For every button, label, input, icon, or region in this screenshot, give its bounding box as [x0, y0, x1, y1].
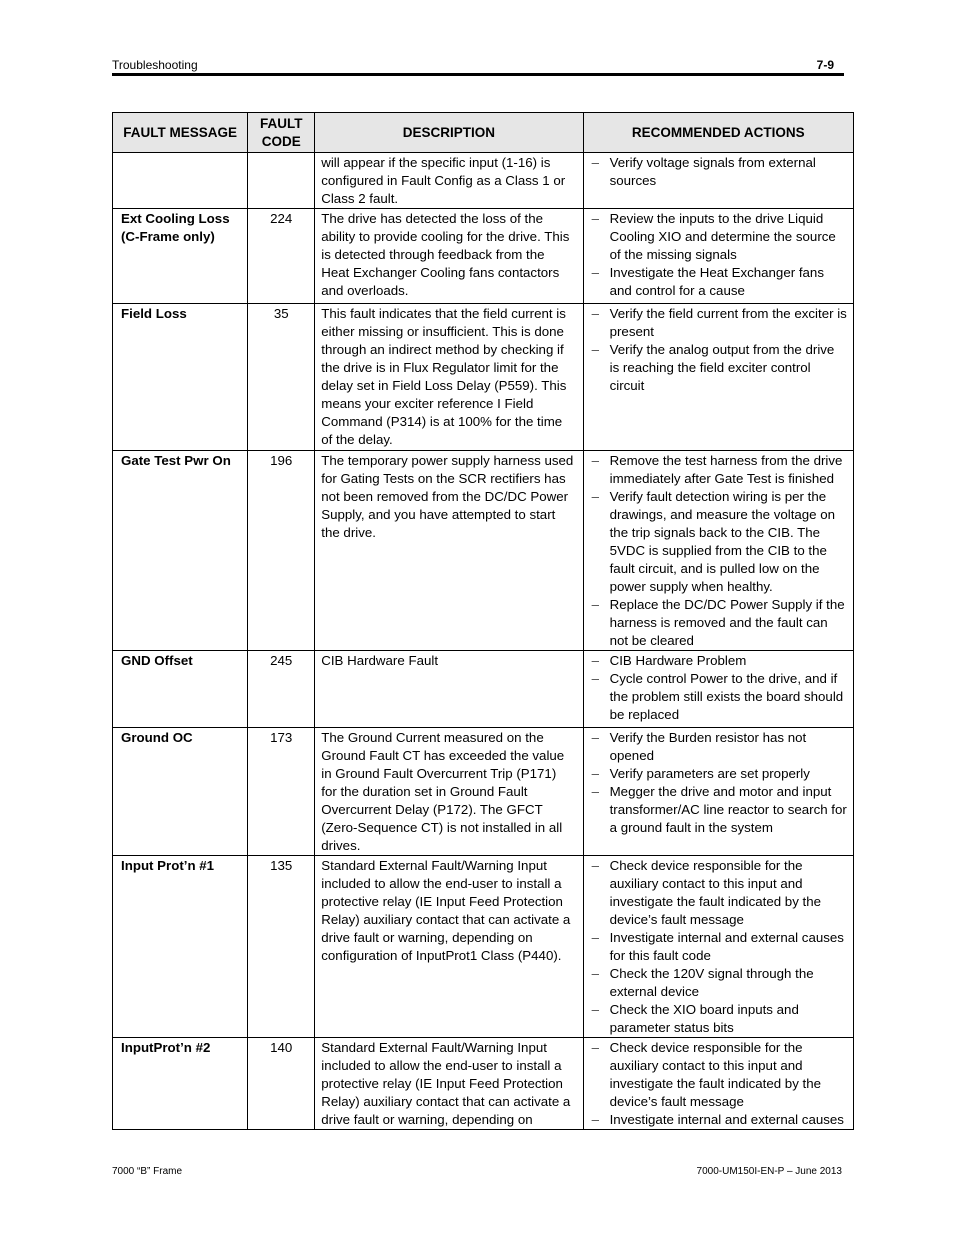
action-text: Verify parameters are set properly — [609, 766, 810, 781]
action-text: Megger the drive and motor and input transformer/AC line reactor to search for a ground fault in the system — [609, 784, 847, 835]
action-item — [590, 488, 847, 596]
fault-code-cell — [248, 153, 315, 209]
action-text: Investigate the Heat Exchanger fans and control for a cause — [609, 265, 824, 298]
action-text: Remove the test harness from the drive immediately after Gate Test is finished — [609, 453, 843, 486]
action-item — [590, 965, 847, 1001]
fault-message-cell: Input Prot’n #1 — [113, 856, 248, 1038]
recommended-actions-cell — [583, 651, 853, 728]
action-item — [590, 652, 847, 670]
table-row — [113, 856, 854, 1038]
dash-bullet-icon: – — [591, 671, 600, 686]
table-row — [113, 153, 854, 209]
fault-message-cell: Ground OC — [113, 728, 248, 856]
fault-code-cell: 245 — [248, 651, 315, 728]
action-item — [590, 154, 847, 190]
dash-bullet-icon: – — [591, 784, 600, 799]
fault-message-cell: Ext Cooling Loss (C-Frame only) — [113, 209, 248, 304]
action-text: Verify the Burden resistor has not opened — [609, 730, 807, 763]
action-text: Replace the DC/DC Power Supply if the harness is removed and the fault can not be cleared — [609, 597, 845, 648]
fault-code-cell: 224 — [248, 209, 315, 304]
description-cell: This fault indicates that the field current is either missing or insufficient. This is done through an indirect method by checking if the drive is in Flux Regulator limit for the delay set in Field Loss Delay (P559). This means your exciter reference I Field Command (P314) is at 100% for the time of the delay. — [315, 304, 583, 451]
dash-bullet-icon: – — [591, 930, 600, 945]
page-number: 7-9 — [816, 58, 834, 72]
action-item — [590, 729, 847, 765]
action-item — [590, 452, 847, 488]
header-fault-message: FAULT MESSAGE — [113, 113, 248, 153]
action-text: Verify fault detection wiring is per the drawings, and measure the voltage on the trip signals back to the CIB. The 5VDC is supplied from the CIB to the fault circuit, and is pulled low on the power supply when healthy. — [609, 489, 836, 594]
dash-bullet-icon: – — [591, 265, 600, 280]
section-title: Troubleshooting — [112, 58, 198, 72]
action-item — [590, 765, 847, 783]
dash-bullet-icon: – — [591, 342, 600, 357]
table-row — [113, 1038, 854, 1130]
fault-message-cell: Field Loss — [113, 304, 248, 451]
dash-bullet-icon: – — [591, 730, 600, 745]
fault-code-cell: 135 — [248, 856, 315, 1038]
dash-bullet-icon: – — [591, 1112, 600, 1127]
recommended-actions-cell — [583, 728, 853, 856]
action-item — [590, 305, 847, 341]
action-item — [590, 857, 847, 929]
dash-bullet-icon: – — [591, 453, 600, 468]
description-cell: Standard External Fault/Warning Input included to allow the end-user to install a protective relay (IE Input Feed Protection Relay) auxiliary contact that can activate a drive fault or warning, depending on configuration of InputProt1 Class (P440). — [315, 856, 583, 1038]
table-row — [113, 728, 854, 856]
action-item — [590, 596, 847, 650]
action-text: Check the 120V signal through the external device — [609, 966, 814, 999]
action-item — [590, 670, 847, 724]
action-text: Check the XIO board inputs and parameter status bits — [609, 1002, 799, 1035]
table-header-row — [113, 113, 854, 153]
action-list — [590, 652, 847, 724]
description-cell: CIB Hardware Fault — [315, 651, 583, 728]
recommended-actions-cell — [583, 451, 853, 651]
action-text: Investigate internal and external causes for this fault code — [609, 930, 844, 963]
header-recommended-actions: RECOMMENDED ACTIONS — [583, 113, 853, 153]
fault-code-cell: 196 — [248, 451, 315, 651]
fault-code-cell: 140 — [248, 1038, 315, 1130]
dash-bullet-icon: – — [591, 653, 600, 668]
fault-message-cell: GND Offset — [113, 651, 248, 728]
fault-code-cell: 173 — [248, 728, 315, 856]
fault-message-cell: InputProt’n #2 — [113, 1038, 248, 1130]
table-row — [113, 451, 854, 651]
dash-bullet-icon: – — [591, 1002, 600, 1017]
table-row — [113, 209, 854, 304]
header-fault-code: FAULT CODE — [248, 113, 315, 153]
action-item — [590, 1001, 847, 1037]
dash-bullet-icon: – — [591, 306, 600, 321]
dash-bullet-icon: – — [591, 766, 600, 781]
action-list — [590, 857, 847, 1037]
table-row — [113, 304, 854, 451]
fault-table — [112, 112, 854, 1130]
header-rule — [112, 73, 844, 76]
action-text: Verify the field current from the exciter is present — [609, 306, 847, 339]
action-text: Check device responsible for the auxiliary contact to this input and investigate the fault indicated by the device’s fault message — [609, 858, 822, 927]
table-row — [113, 651, 854, 728]
recommended-actions-cell — [583, 153, 853, 209]
header-description: DESCRIPTION — [315, 113, 583, 153]
action-item — [590, 1039, 847, 1111]
recommended-actions-cell — [583, 1038, 853, 1130]
recommended-actions-cell — [583, 209, 853, 304]
dash-bullet-icon: – — [591, 966, 600, 981]
action-text: Investigate internal and external causes — [609, 1112, 844, 1127]
action-text: Check device responsible for the auxiliary contact to this input and investigate the fault indicated by the device’s fault message — [609, 1040, 822, 1109]
action-list — [590, 154, 847, 190]
action-item — [590, 783, 847, 837]
description-cell: The drive has detected the loss of the ability to provide cooling for the drive. This is detected through feedback from the Heat Exchanger Cooling fans contactors and overloads. — [315, 209, 583, 304]
action-list — [590, 1039, 847, 1129]
fault-message-cell: Gate Test Pwr On — [113, 451, 248, 651]
action-item — [590, 929, 847, 965]
action-item — [590, 341, 847, 395]
description-cell: The temporary power supply harness used for Gating Tests on the SCR rectifiers has not been removed from the DC/DC Power Supply, and you have attempted to start the drive. — [315, 451, 583, 651]
dash-bullet-icon: – — [591, 489, 600, 504]
fault-code-cell: 35 — [248, 304, 315, 451]
fault-message-cell — [113, 153, 248, 209]
dash-bullet-icon: – — [591, 155, 600, 170]
footer-right: 7000-UM150I-EN-P – June 2013 — [696, 1166, 842, 1177]
description-cell: Standard External Fault/Warning Input included to allow the end-user to install a protective relay (IE Input Feed Protection Relay) auxiliary contact that can activate a drive fault or warning, depending on — [315, 1038, 583, 1130]
action-item — [590, 1111, 847, 1129]
action-list — [590, 729, 847, 837]
action-text: Review the inputs to the drive Liquid Cooling XIO and determine the source of the missing signals — [609, 211, 836, 262]
action-item — [590, 264, 847, 300]
table-body — [113, 153, 854, 1130]
action-list — [590, 305, 847, 395]
action-text: Cycle control Power to the drive, and if the problem still exists the board should be replaced — [609, 671, 844, 722]
dash-bullet-icon: – — [591, 211, 600, 226]
action-list — [590, 452, 847, 650]
recommended-actions-cell — [583, 304, 853, 451]
action-text: Verify the analog output from the drive is reaching the field exciter control circuit — [609, 342, 835, 393]
dash-bullet-icon: – — [591, 597, 600, 612]
action-item — [590, 210, 847, 264]
description-cell: The Ground Current measured on the Ground Fault CT has exceeded the value in Ground Fault Overcurrent Trip (P171) for the duration set in Ground Fault Overcurrent Delay (P172). The GFCT (Zero-Sequence CT) is not installed in all drives. — [315, 728, 583, 856]
dash-bullet-icon: – — [591, 1040, 600, 1055]
action-text: Verify voltage signals from external sources — [609, 155, 816, 188]
action-list — [590, 210, 847, 300]
action-text: CIB Hardware Problem — [609, 653, 747, 668]
footer-left: 7000 “B” Frame — [112, 1166, 183, 1177]
dash-bullet-icon: – — [591, 858, 600, 873]
recommended-actions-cell — [583, 856, 853, 1038]
description-cell: will appear if the specific input (1-16) is configured in Fault Config as a Class 1 or Class 2 fault. — [315, 153, 583, 209]
